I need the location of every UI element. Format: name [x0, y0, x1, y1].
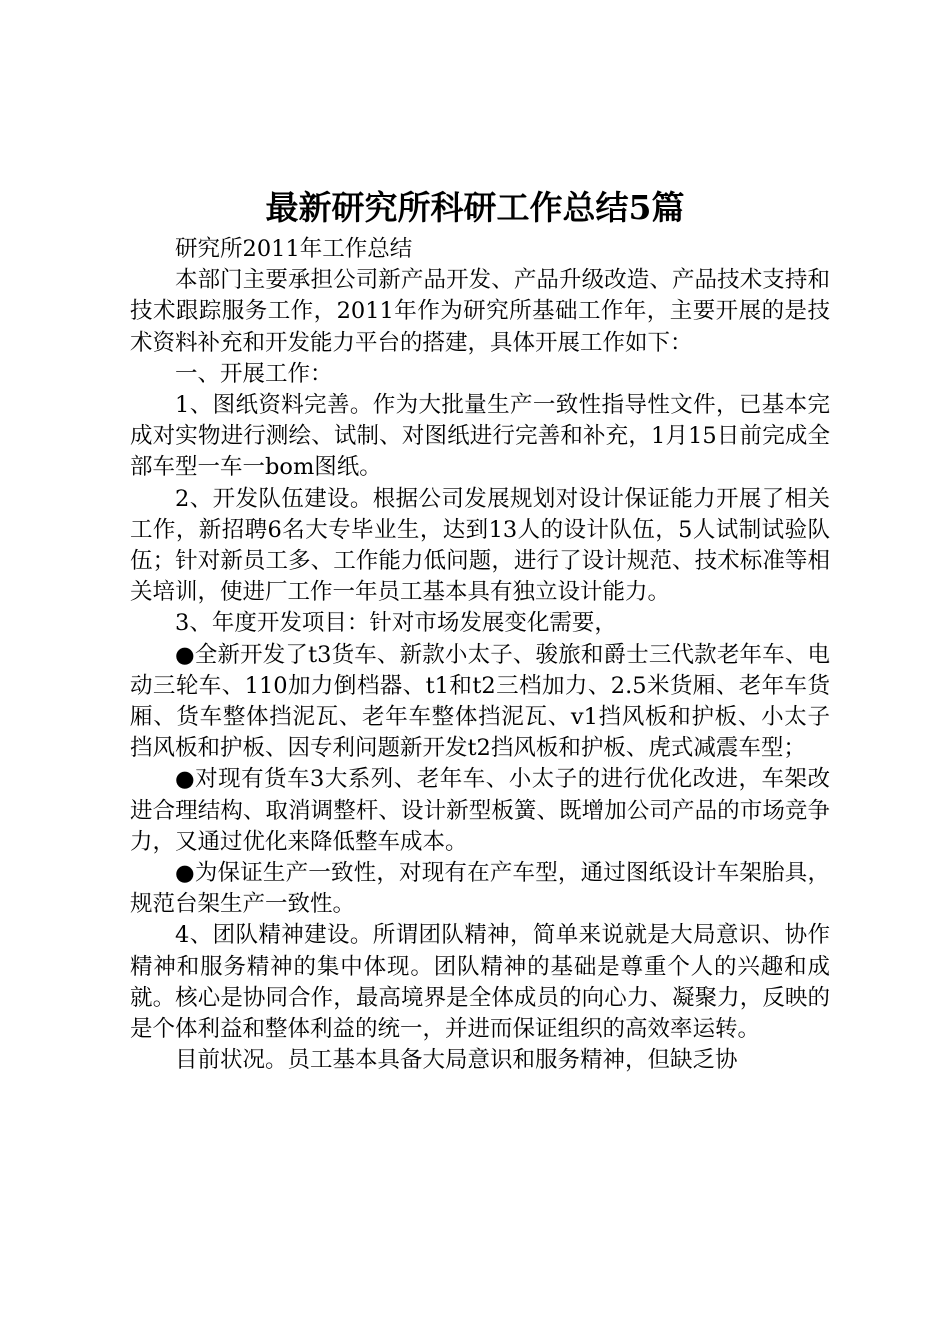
document-title: 最新研究所科研工作总结5篇: [265, 188, 685, 227]
paragraph-item-2: 2、开发队伍建设。根据公司发展规划对设计保证能力开展了相关工作，新招聘6名大专毕业生，达到13人的设计队伍，5人试制试验队伍；针对新员工多、工作能力低问题，进行了设计规范、技术标准等相关培训，使进厂工作一年员工基本具有独立设计能力。: [130, 485, 830, 606]
document-body: [130, 234, 830, 1076]
paragraph-intro: 本部门主要承担公司新产品开发、产品升级改造、产品技术支持和技术跟踪服务工作，2011年作为研究所基础工作年，主要开展的是技术资料补充和开发能力平台的搭建，具体开展工作如下：: [130, 267, 830, 356]
bullet-item-3: ●为保证生产一致性，对现有在产车型，通过图纸设计车架胎具，规范台架生产一致性。: [130, 860, 830, 918]
bullet-item-2: ●对现有货车3大系列、老年车、小太子的进行优化改进，车架改进合理结构、取消调整杆、设计新型板簧、既增加公司产品的市场竞争力，又通过优化来降低整车成本。: [130, 766, 830, 855]
paragraph-item-3: 3、年度开发项目：针对市场发展变化需要，: [175, 610, 617, 637]
bullet-item-1: ●全新开发了t3货车、新款小太子、骏旅和爵士三代款老年车、电动三轮车、110加力倒档器、t1和t2三档加力、2.5米货厢、老年车货厢、货车整体挡泥瓦、老年车整体挡泥瓦、v1挡风板和护板、小太子挡风板和护板、因专利问题新开发t2挡风板和护板、虎式减震车型；: [130, 641, 830, 762]
section-heading: 一、开展工作：: [175, 360, 333, 387]
paragraph-subtitle: 研究所2011年工作总结: [175, 236, 413, 262]
paragraph-item-4: 4、团队精神建设。所谓团队精神，简单来说就是大局意识、协作精神和服务精神的集中体现。团队精神的基础是尊重个人的兴趣和成就。核心是协同合作，最高境界是全体成员的向心力、凝聚力，反映的是个体利益和整体利益的统一，并进而保证组织的高效率运转。: [130, 922, 830, 1043]
paragraph-status: 目前状况。员工基本具备大局意识和服务精神，但缺乏协: [175, 1047, 738, 1074]
paragraph-item-1: 1、图纸资料完善。作为大批量生产一致性指导性文件，已基本完成对实物进行测绘、试制、对图纸进行完善和补充，1月15日前完成全部车型一车一bom图纸。: [130, 392, 830, 481]
